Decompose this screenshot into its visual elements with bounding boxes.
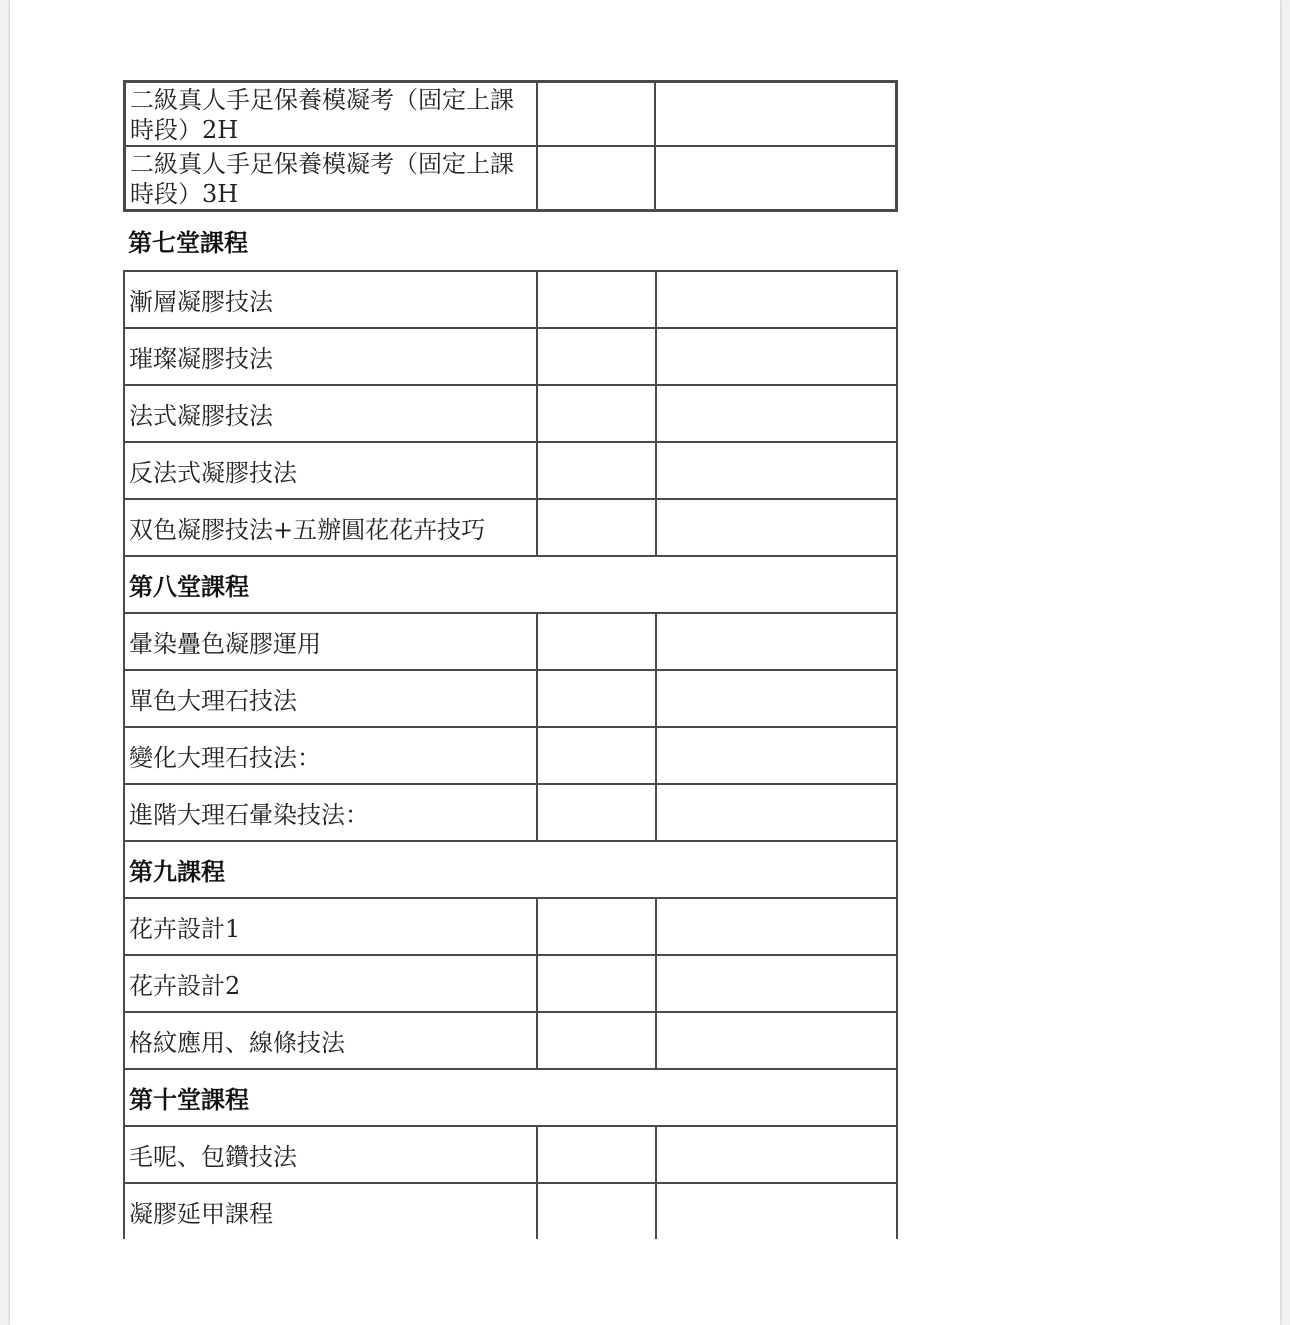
course-item: 暈染疊色凝膠運用 xyxy=(124,613,537,670)
empty-cell xyxy=(537,1012,655,1069)
course-item: 法式凝膠技法 xyxy=(124,385,537,442)
empty-cell xyxy=(656,613,897,670)
course-item: 反法式凝膠技法 xyxy=(124,442,537,499)
table-row xyxy=(124,499,897,556)
empty-cell xyxy=(656,1183,897,1239)
empty-cell xyxy=(656,1126,897,1183)
empty-cell xyxy=(656,784,897,841)
table-row xyxy=(124,1183,897,1239)
course-item: 格紋應用、線條技法 xyxy=(124,1012,537,1069)
course-item: 單色大理石技法 xyxy=(124,670,537,727)
empty-cell xyxy=(537,727,655,784)
empty-cell xyxy=(656,442,897,499)
empty-cell xyxy=(537,898,655,955)
course-item: 凝膠延甲課程 xyxy=(124,1183,537,1239)
table-row xyxy=(124,1012,897,1069)
document-page xyxy=(10,0,1280,1325)
course-item: 進階大理石暈染技法： xyxy=(124,784,537,841)
table-row xyxy=(124,271,897,328)
course-item: 漸層凝膠技法 xyxy=(124,271,537,328)
section-row-lesson-8 xyxy=(124,556,897,613)
course-item: 毛呢、包鑽技法 xyxy=(124,1126,537,1183)
empty-cell xyxy=(537,499,655,556)
section-heading-lesson-10: 第十堂課程 xyxy=(124,1069,897,1126)
empty-cell xyxy=(656,385,897,442)
course-item: 花卉設計2 xyxy=(124,955,537,1012)
empty-cell xyxy=(655,146,896,211)
previous-lesson-table xyxy=(123,80,898,212)
section-heading-lesson-9: 第九課程 xyxy=(124,841,897,898)
empty-cell xyxy=(656,955,897,1012)
course-item: 双色凝膠技法+五辦圓花花卉技巧 xyxy=(124,499,537,556)
empty-cell xyxy=(656,328,897,385)
empty-cell xyxy=(655,82,896,147)
empty-cell xyxy=(656,271,897,328)
course-item: 二級真人手足保養模凝考（固定上課時段）3H xyxy=(125,146,538,211)
course-content xyxy=(123,80,898,1239)
empty-cell xyxy=(537,271,655,328)
empty-cell xyxy=(537,613,655,670)
section-row-lesson-9 xyxy=(124,841,897,898)
table-row xyxy=(124,613,897,670)
empty-cell xyxy=(537,385,655,442)
empty-cell xyxy=(537,784,655,841)
table-row xyxy=(124,784,897,841)
section-heading-lesson-7: 第七堂課程 xyxy=(128,229,248,257)
table-row xyxy=(124,1126,897,1183)
table-row xyxy=(124,898,897,955)
table-row xyxy=(124,328,897,385)
empty-cell xyxy=(656,898,897,955)
empty-cell xyxy=(537,328,655,385)
empty-cell xyxy=(537,1126,655,1183)
course-item: 璀璨凝膠技法 xyxy=(124,328,537,385)
course-item: 花卉設計1 xyxy=(124,898,537,955)
empty-cell xyxy=(537,670,655,727)
table-row xyxy=(125,146,897,211)
empty-cell xyxy=(656,670,897,727)
section-heading-lesson-8: 第八堂課程 xyxy=(124,556,897,613)
table-row xyxy=(124,727,897,784)
section-row-lesson-10 xyxy=(124,1069,897,1126)
course-item: 二級真人手足保養模凝考（固定上課時段）2H xyxy=(125,82,538,147)
table-row xyxy=(124,955,897,1012)
table-row xyxy=(125,82,897,147)
empty-cell xyxy=(537,955,655,1012)
empty-cell xyxy=(656,499,897,556)
course-table xyxy=(123,270,898,1239)
table-row xyxy=(124,442,897,499)
empty-cell xyxy=(656,1012,897,1069)
empty-cell xyxy=(537,1183,655,1239)
empty-cell xyxy=(537,442,655,499)
course-item: 變化大理石技法： xyxy=(124,727,537,784)
table-row xyxy=(124,385,897,442)
empty-cell xyxy=(656,727,897,784)
empty-cell xyxy=(537,146,655,211)
empty-cell xyxy=(537,82,655,147)
table-row xyxy=(124,670,897,727)
